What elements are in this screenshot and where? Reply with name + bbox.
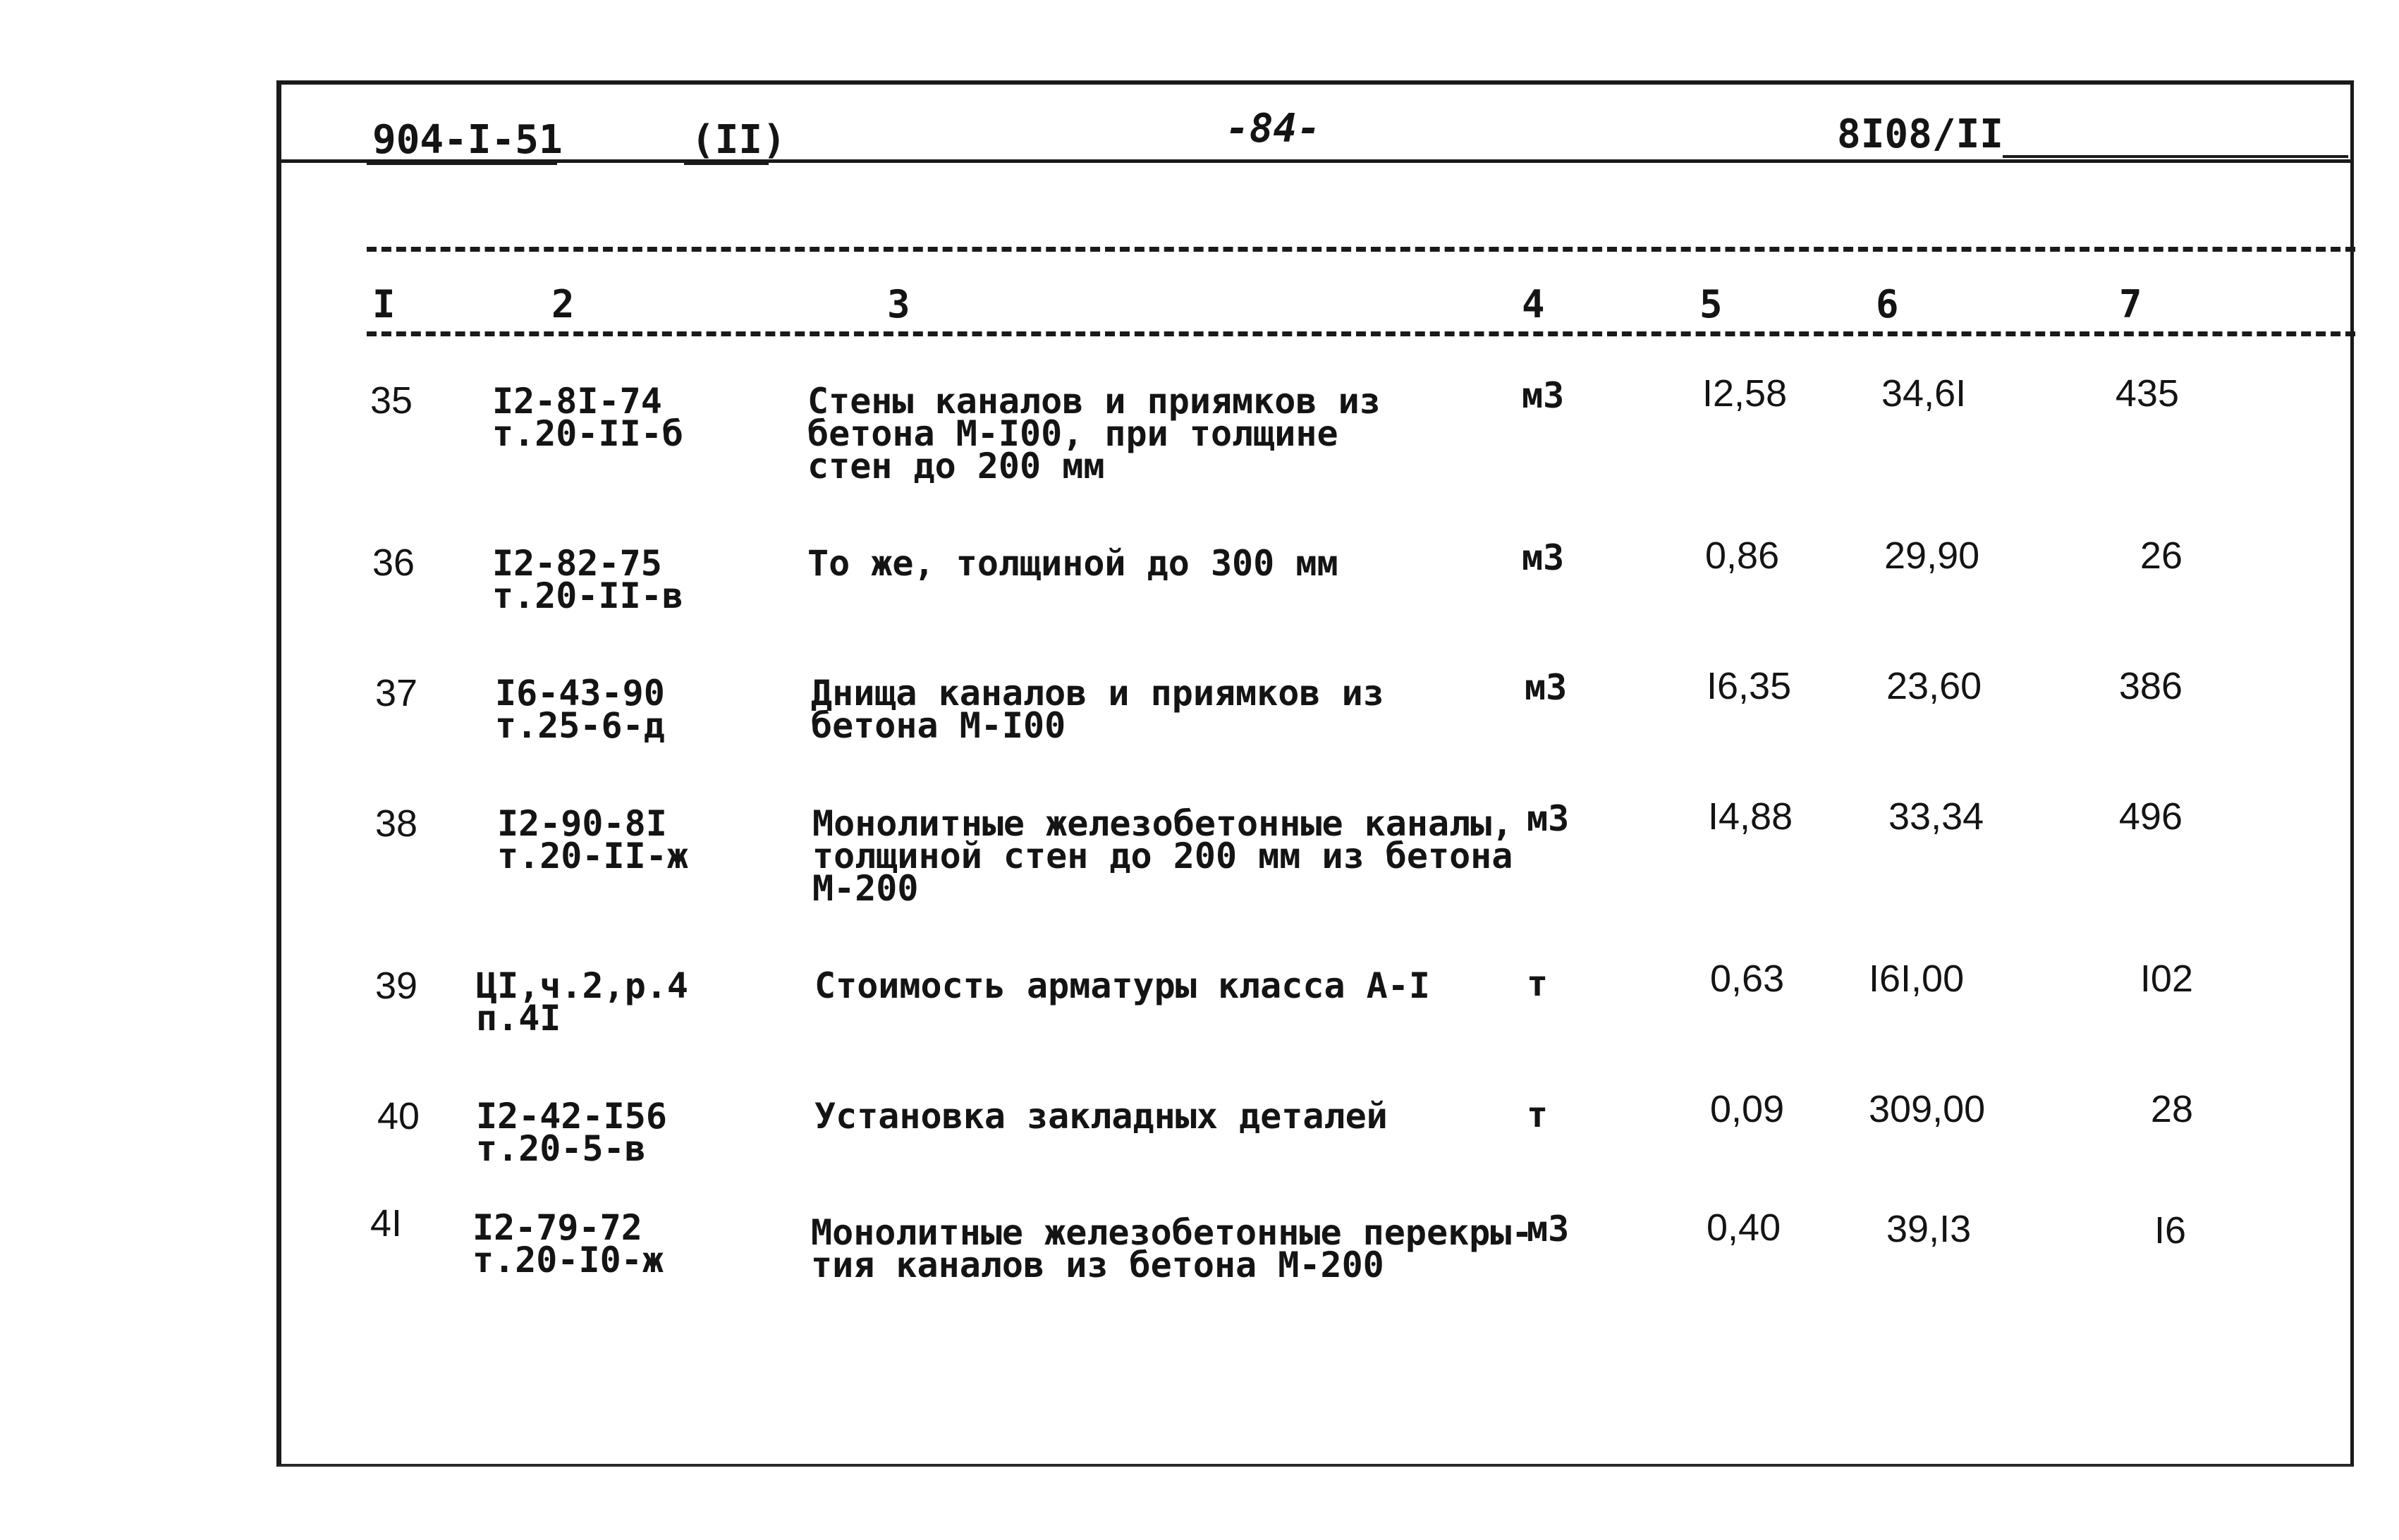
table-header-rule — [367, 331, 2355, 336]
row-number: 35 — [370, 379, 413, 422]
row-description: То же, толщиной до 300 мм — [807, 543, 1338, 584]
row-total: I02 — [2139, 958, 2193, 1000]
row-description: Монолитные железобетонные перекры- тия каналов из бетона М-200 — [811, 1212, 1533, 1285]
row-unit: м3 — [1527, 1209, 1570, 1249]
header-divider — [276, 159, 2354, 163]
row-total: I6 — [2154, 1209, 2186, 1252]
section-underline — [684, 162, 769, 165]
section-label: (II) — [691, 117, 786, 163]
row-description: Днища каналов и приямков из бетона М-I00 — [811, 673, 1384, 746]
row-code: I2-42-I56 т.20-5-в — [476, 1096, 667, 1169]
column-number-4: 4 — [1522, 282, 1545, 326]
row-quantity: 0,40 — [1707, 1206, 1781, 1249]
row-quantity: I4,88 — [1708, 795, 1793, 838]
column-number-1: I — [372, 282, 396, 326]
row-unit-price: 23,60 — [1886, 665, 1982, 707]
row-code: ЦI,ч.2,р.4 п.4I — [476, 965, 689, 1039]
row-total: 386 — [2118, 665, 2183, 707]
row-unit: т — [1527, 1094, 1549, 1135]
row-code: I2-82-75 т.20-II-в — [492, 543, 683, 616]
row-total: 496 — [2118, 795, 2183, 838]
row-description: Стены каналов и приямков из бетона М-I00, при толщине стен до 200 мм — [807, 381, 1381, 487]
row-number: 39 — [375, 965, 418, 1007]
column-number-3: 3 — [887, 282, 910, 326]
column-number-2: 2 — [551, 282, 575, 326]
sheet-code: 8I08/II — [1837, 111, 2004, 157]
column-number-7: 7 — [2119, 282, 2142, 326]
row-number: 38 — [375, 802, 418, 845]
row-code: I2-90-8I т.20-II-ж — [497, 803, 688, 876]
row-description: Стоимость арматуры класса А-I — [814, 965, 1430, 1006]
row-unit-price: 29,90 — [1884, 534, 1980, 577]
row-unit: т — [1527, 963, 1549, 1004]
row-unit-price: I6I,00 — [1869, 958, 1965, 1000]
document-number: 904-I-51 — [372, 117, 563, 163]
column-number-5: 5 — [1699, 282, 1723, 326]
row-quantity: 0,86 — [1705, 534, 1780, 577]
row-code: I2-79-72 т.20-I0-ж — [472, 1207, 664, 1281]
row-unit-price: 309,00 — [1869, 1088, 1986, 1130]
row-unit-price: 33,34 — [1888, 795, 1984, 838]
row-unit: м3 — [1522, 537, 1565, 578]
row-number: 4I — [370, 1202, 403, 1245]
row-description: Установка закладных деталей — [814, 1096, 1388, 1137]
column-number-6: 6 — [1876, 282, 1899, 326]
row-number: 36 — [372, 542, 415, 584]
row-description: Монолитные железобетонные каналы, толщиной стен до 200 мм из бетона М-200 — [812, 803, 1513, 909]
sheet-code-underline — [2003, 155, 2348, 158]
row-quantity: I2,58 — [1702, 372, 1788, 415]
row-unit: м3 — [1527, 798, 1570, 839]
document-number-underline — [367, 162, 557, 165]
row-code: I6-43-90 т.25-6-д — [495, 673, 665, 746]
row-unit: м3 — [1525, 667, 1568, 708]
row-quantity: 0,63 — [1710, 958, 1785, 1000]
table-top-rule — [367, 247, 2355, 252]
row-unit-price: 39,I3 — [1886, 1208, 1972, 1250]
row-number: 37 — [375, 672, 418, 714]
row-total: 435 — [2115, 372, 2179, 415]
row-quantity: 0,09 — [1710, 1088, 1785, 1130]
row-unit-price: 34,6I — [1881, 372, 1967, 415]
row-quantity: I6,35 — [1707, 665, 1792, 707]
page-number: -84- — [1226, 106, 1321, 152]
row-unit: м3 — [1522, 375, 1565, 416]
row-total: 26 — [2139, 534, 2183, 577]
row-number: 40 — [377, 1095, 420, 1137]
row-total: 28 — [2150, 1088, 2193, 1130]
row-code: I2-8I-74 т.20-II-б — [492, 381, 683, 454]
